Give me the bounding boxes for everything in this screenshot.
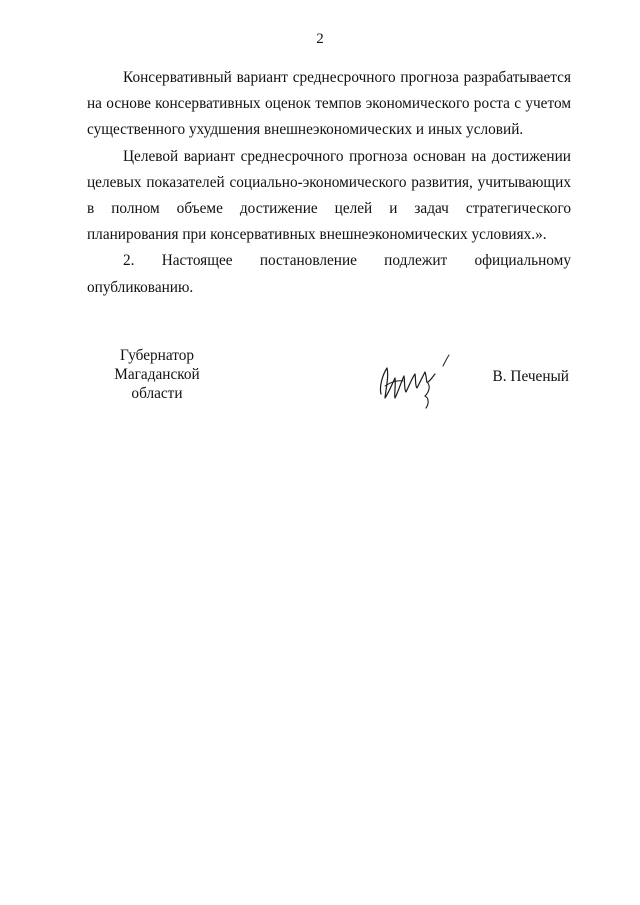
signer-position-line-1: Губернатор	[119, 347, 195, 364]
paragraph-target-variant: Целевой вариант среднесрочного прогноза основан на достижении целевых показателей социально-экономического развития, учитывающих в полном объеме достижение целей и задач стратегического планирования при консервативных внешнеэкономических условиях.».	[87, 147, 571, 244]
document-body	[87, 65, 571, 301]
page-number: 2	[316, 31, 324, 47]
signer-position-line-2: Магаданской области	[114, 366, 200, 402]
handwritten-signature	[377, 352, 457, 412]
publication-clause-first-line: 2. Настоящее постановление подлежит официальному	[123, 252, 571, 270]
signer-name: В. Печеный	[492, 368, 569, 385]
signature-stroke	[425, 382, 429, 408]
paragraph-conservative-variant: Консервативный вариант среднесрочного прогноза разрабатывается на основе консервативных оценок темпов экономического роста с учетом существенного ухудшения внешнеэкономических и иных условий.	[87, 69, 571, 139]
signature-stroke	[443, 355, 449, 366]
signer-position	[87, 346, 227, 403]
publication-clause-rest: опубликованию.	[87, 278, 194, 296]
paragraph-publication-clause	[87, 248, 571, 300]
signature-block	[87, 346, 571, 416]
